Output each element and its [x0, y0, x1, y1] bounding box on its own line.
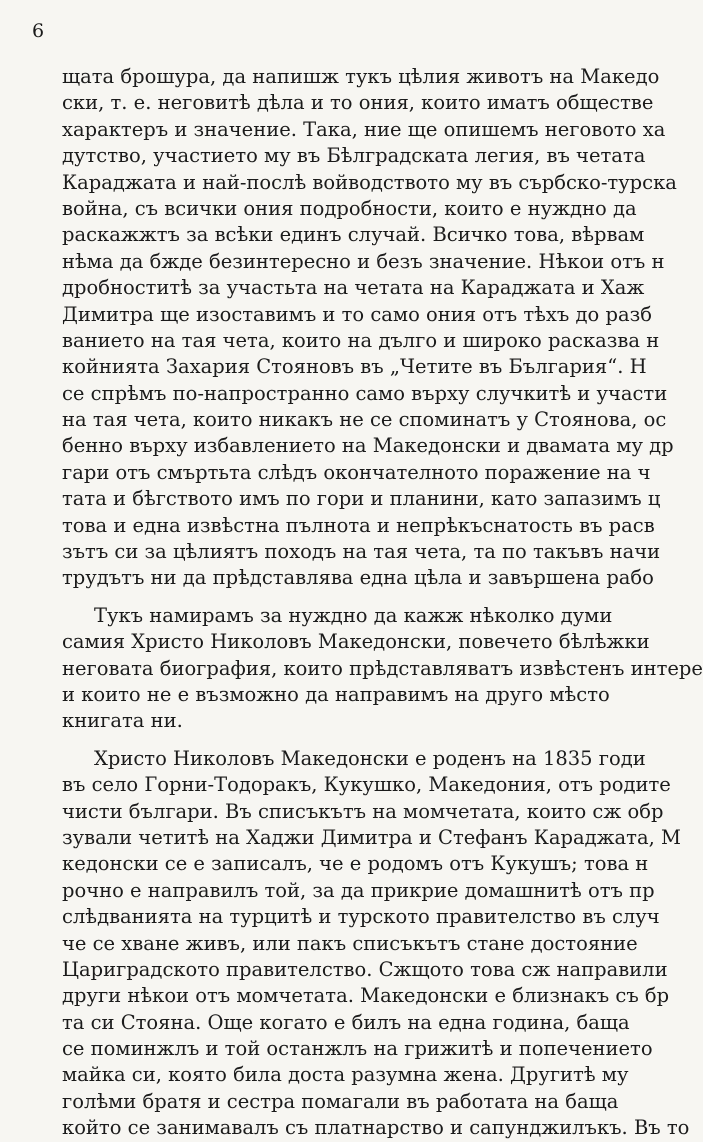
page-number: 6	[32, 20, 45, 42]
text-line: Христо Николовъ Македонски е роденъ на 1835 годи	[94, 746, 646, 770]
body-text	[62, 64, 703, 1142]
text-line: дутство, участието му въ Бѣлградската легия, въ четата	[62, 144, 646, 168]
text-line: че се хване живъ, или пакъ списъкътъ стане достояние	[62, 931, 638, 955]
text-line: голѣми братя и сестра помагали въ работата на баща	[62, 1089, 619, 1113]
text-line: ски, т. е. неговитѣ дѣла и то ония, които иматъ обществе	[62, 91, 654, 115]
text-line: щата брошура, да напишж тукъ цѣлия животъ на Македо	[62, 65, 660, 88]
text-line: който се занимавалъ съ платнарство и сапунджилъкъ. Въ то	[62, 1116, 690, 1140]
text-line: се спрѣмъ по-напространно само върху случкитѣ и участи	[62, 381, 668, 405]
text-line: тата и бѣгството имъ по гори и планини, като запазимъ ц	[62, 487, 661, 511]
text-line: гари отъ смъртьта слѣдъ окончателното поражение на ч	[62, 460, 651, 484]
text-line: Тукъ намирамъ за нуждно да кажж нѣколко думи	[94, 603, 613, 627]
text-line: нѣма да бжде безинтересно и безъ значение. Нѣкои отъ н	[62, 249, 665, 273]
paragraph-gap	[62, 592, 610, 603]
paragraph-1	[62, 64, 677, 592]
text-line: рочно е направилъ той, за да прикрие домашнитѣ отъ пр	[62, 878, 655, 902]
text-line: майка си, която била доста разумна жена. Другитѣ му	[62, 1063, 629, 1087]
text-line: неговата биография, които прѣдставляватъ извѣстенъ интере	[62, 656, 703, 680]
text-line: въ село Горни-Тодоракъ, Кукушко, Македония, отъ родите	[62, 773, 671, 797]
text-line: на тая чета, които никакъ не се споминатъ у Стоянова, ос	[62, 408, 667, 432]
text-line: книгата ни.	[62, 709, 183, 733]
paragraph-3	[62, 746, 690, 1142]
text-line: Цариградското правителство. Сжщото това сж направили	[62, 957, 668, 981]
text-line: койнията Захария Стояновъ въ „Четите въ Бългaрия“. Н	[62, 355, 647, 379]
text-line: бенно върху избавлението на Македонски и двамата му др	[62, 434, 674, 458]
text-line: и които не е възможно да направимъ на друго мѣсто	[62, 682, 610, 706]
text-line: Караджата и най-послѣ войводството му въ сърбско-турска	[62, 170, 677, 194]
text-line: други нѣкои отъ момчетата. Македонски е близнакъ съ бр	[62, 984, 670, 1008]
paragraph-gap	[62, 735, 610, 746]
text-line: война, съ всички ония подробности, които е нуждно да	[62, 196, 637, 220]
text-line: раскажжтъ за всѣки единъ случай. Всичко това, вѣрвам	[62, 223, 645, 247]
text-line: дробноститѣ за участьта на четата на Караджата и Хаж	[62, 276, 645, 300]
text-line: та си Стояна. Още когато е билъ на една година, баща	[62, 1010, 630, 1034]
text-line: характеръ и значение. Така, ние ще опишемъ неговото ха	[62, 117, 666, 141]
text-line: зътъ си за цѣлиятъ походъ на тая чета, та по такъвъ начи	[62, 540, 661, 564]
text-line: зували четитѣ на Хаджи Димитра и Стефанъ Караджата, М	[62, 825, 681, 849]
text-line: слѣдванията на турцитѣ и турското правителство въ случ	[62, 905, 660, 929]
text-line: кедонски се е записалъ, че е родомъ отъ Кукушъ; това н	[62, 852, 649, 876]
text-line: това и една извѣстна пълнота и непрѣкъснатость въ расв	[62, 513, 655, 537]
text-line: трудътъ ни да прѣдставлява една цѣла и завършена рабо	[62, 566, 654, 590]
text-line: Димитра ще изоставимъ и то само ония отъ тѣхъ до разб	[62, 302, 652, 326]
text-line: ванието на тая чета, които на дълго и широко расказва н	[62, 328, 660, 352]
text-line: чисти българи. Въ списъкътъ на момчетата, които сж обр	[62, 799, 664, 823]
text-line: се поминжлъ и той останжлъ на грижитѣ и попечението	[62, 1037, 653, 1061]
paragraph-2	[62, 603, 703, 735]
text-line: самия Христо Николовъ Македонски, повечето бѣлѣжки	[62, 630, 650, 654]
